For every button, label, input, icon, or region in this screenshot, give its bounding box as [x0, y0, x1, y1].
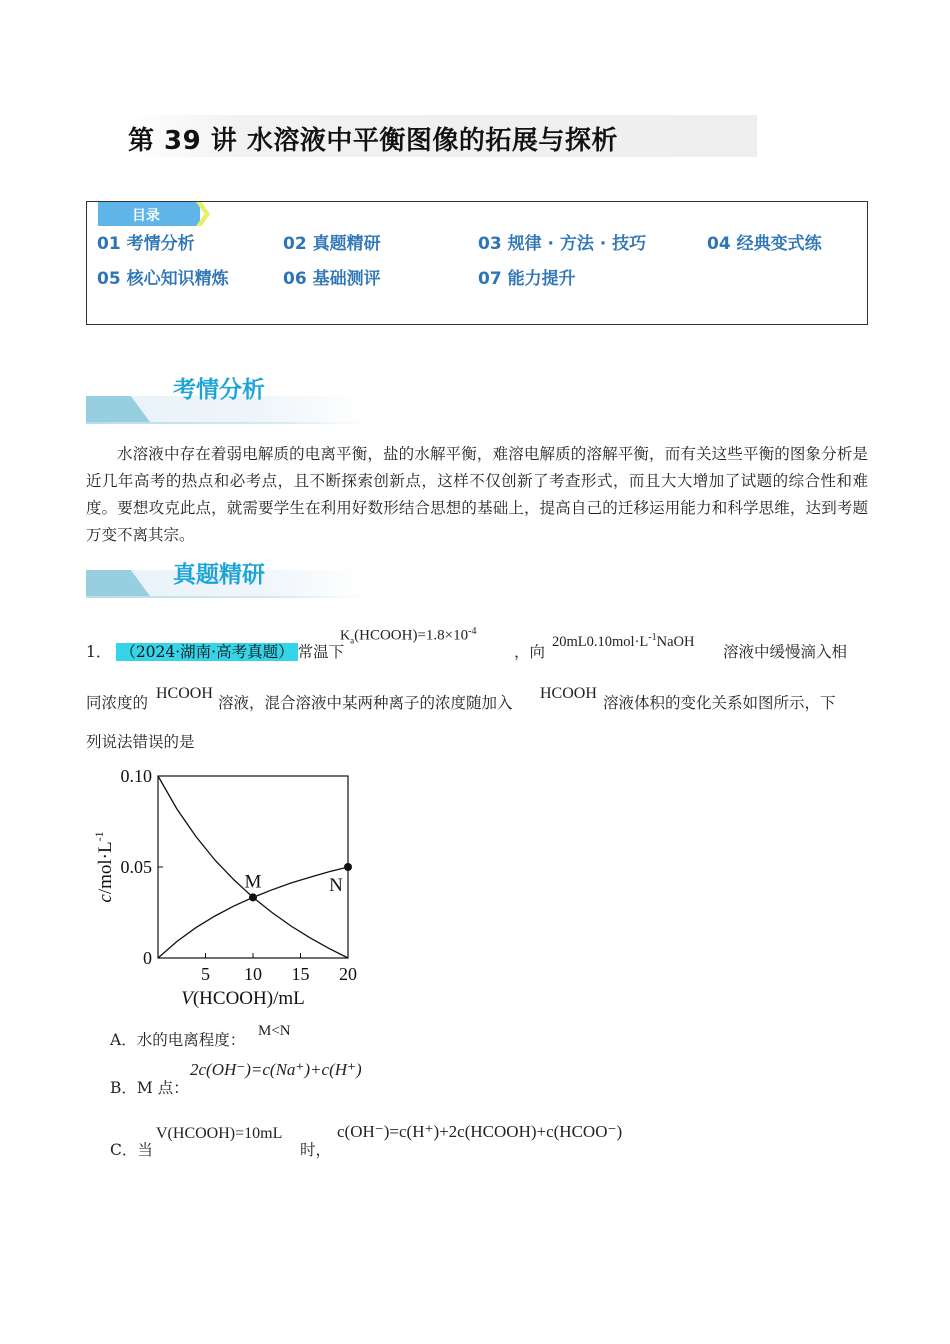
y-axis-label: $c/mol\cdot L^{-1}$ — [92, 831, 116, 903]
plot-frame — [158, 776, 348, 958]
question-text: 常温下 — [297, 643, 345, 661]
question-number: 1． — [86, 643, 112, 661]
option-c-label[interactable]: C．当 — [110, 1141, 153, 1159]
x-tick-label: 5 — [201, 964, 210, 984]
chart-axes — [92, 766, 357, 1009]
option-c-formula-1: V(HCOOH)=10mL — [156, 1125, 283, 1142]
option-b-formula: 2c(OH⁻)=c(Na⁺)+c(H⁺) — [190, 1060, 362, 1079]
point-label-N: N — [329, 875, 343, 896]
question-line-2c: 溶液体积的变化关系如图所示，下 — [603, 694, 836, 712]
ka-formula: $K_a(HCOOH)=1.8\times 10^{-4}$ — [340, 626, 477, 646]
option-b-label[interactable]: B．M 点： — [110, 1079, 189, 1097]
point-M — [249, 893, 257, 901]
hcooh-formula-1: HCOOH — [156, 685, 213, 702]
section-title-2: 真题精研 — [173, 562, 265, 588]
question-text-3: 溶液中缓慢滴入相 — [723, 643, 848, 661]
option-c-mid: 时， — [300, 1141, 332, 1159]
page-title: 第 39 讲 水溶液中平衡图像的拓展与探析 — [128, 126, 618, 156]
concentration-chart — [80, 760, 380, 1015]
question-text-2: ，向 — [514, 643, 546, 661]
toc-item-02[interactable]: 02 真题精研 — [283, 234, 381, 254]
x-tick-label: 20 — [339, 964, 357, 984]
option-a-formula: M<N — [258, 1023, 291, 1039]
question-line-1 — [86, 640, 344, 662]
hcooh-formula-2: HCOOH — [540, 685, 597, 702]
toc-item-04[interactable]: 04 经典变式练 — [707, 234, 822, 254]
chart-marks — [245, 863, 352, 901]
point-N — [344, 863, 352, 871]
toc-item-03[interactable]: 03 规律 · 方法 · 技巧 — [478, 234, 647, 254]
option-c-formula-2: c(OH⁻)=c(H⁺)+2c(HCOOH)+c(HCOO⁻) — [337, 1122, 623, 1141]
toc-item-05[interactable]: 05 核心知识精炼 — [97, 269, 229, 289]
y-tick-label: 0 — [143, 948, 152, 968]
question-line-3: 列说法错误的是 — [86, 733, 195, 751]
question-line-2b: 溶液，混合溶液中某两种离子的浓度随加入 — [218, 694, 513, 712]
chart-lines — [158, 776, 348, 958]
option-a-label[interactable]: A．水的电离程度： — [110, 1031, 246, 1049]
question-line-2a: 同浓度的 — [86, 694, 149, 712]
section-paragraph: 水溶液中存在着弱电解质的电离平衡，盐的水解平衡，难溶电解质的溶解平衡，而有关这些平衡的图象分析是近几年高考的热点和必考点，且不断探索创新点，这样不仅创新了考查形式，而且大大增加了试题的综合性和难度。要想攻克此点，就需要学生在利用好数形结合思想的基础上，提高自己的迁移运用能力和科学思维，达到考题万变不离其宗。 — [86, 445, 868, 544]
question-source: （2024·湖南·高考真题） — [116, 643, 297, 661]
x-axis-label: V(HCOOH)/mL — [181, 988, 305, 1009]
series-line-1 — [158, 776, 348, 958]
toc-tag-label: 目录 — [132, 208, 160, 224]
x-tick-label: 10 — [244, 964, 262, 984]
point-label-M: M — [244, 871, 262, 893]
toc-item-01[interactable]: 01 考情分析 — [97, 234, 195, 254]
x-tick-label: 15 — [291, 964, 310, 984]
conc-formula: $20mL0.10mol\cdot L^{-1}NaOH$ — [552, 632, 695, 650]
toc-item-07[interactable]: 07 能力提升 — [478, 269, 576, 289]
section-title-1: 考情分析 — [173, 377, 265, 403]
y-tick-label: 0.10 — [120, 766, 152, 786]
toc-item-06[interactable]: 06 基础测评 — [283, 269, 381, 289]
y-tick-label: 0.05 — [120, 857, 152, 877]
